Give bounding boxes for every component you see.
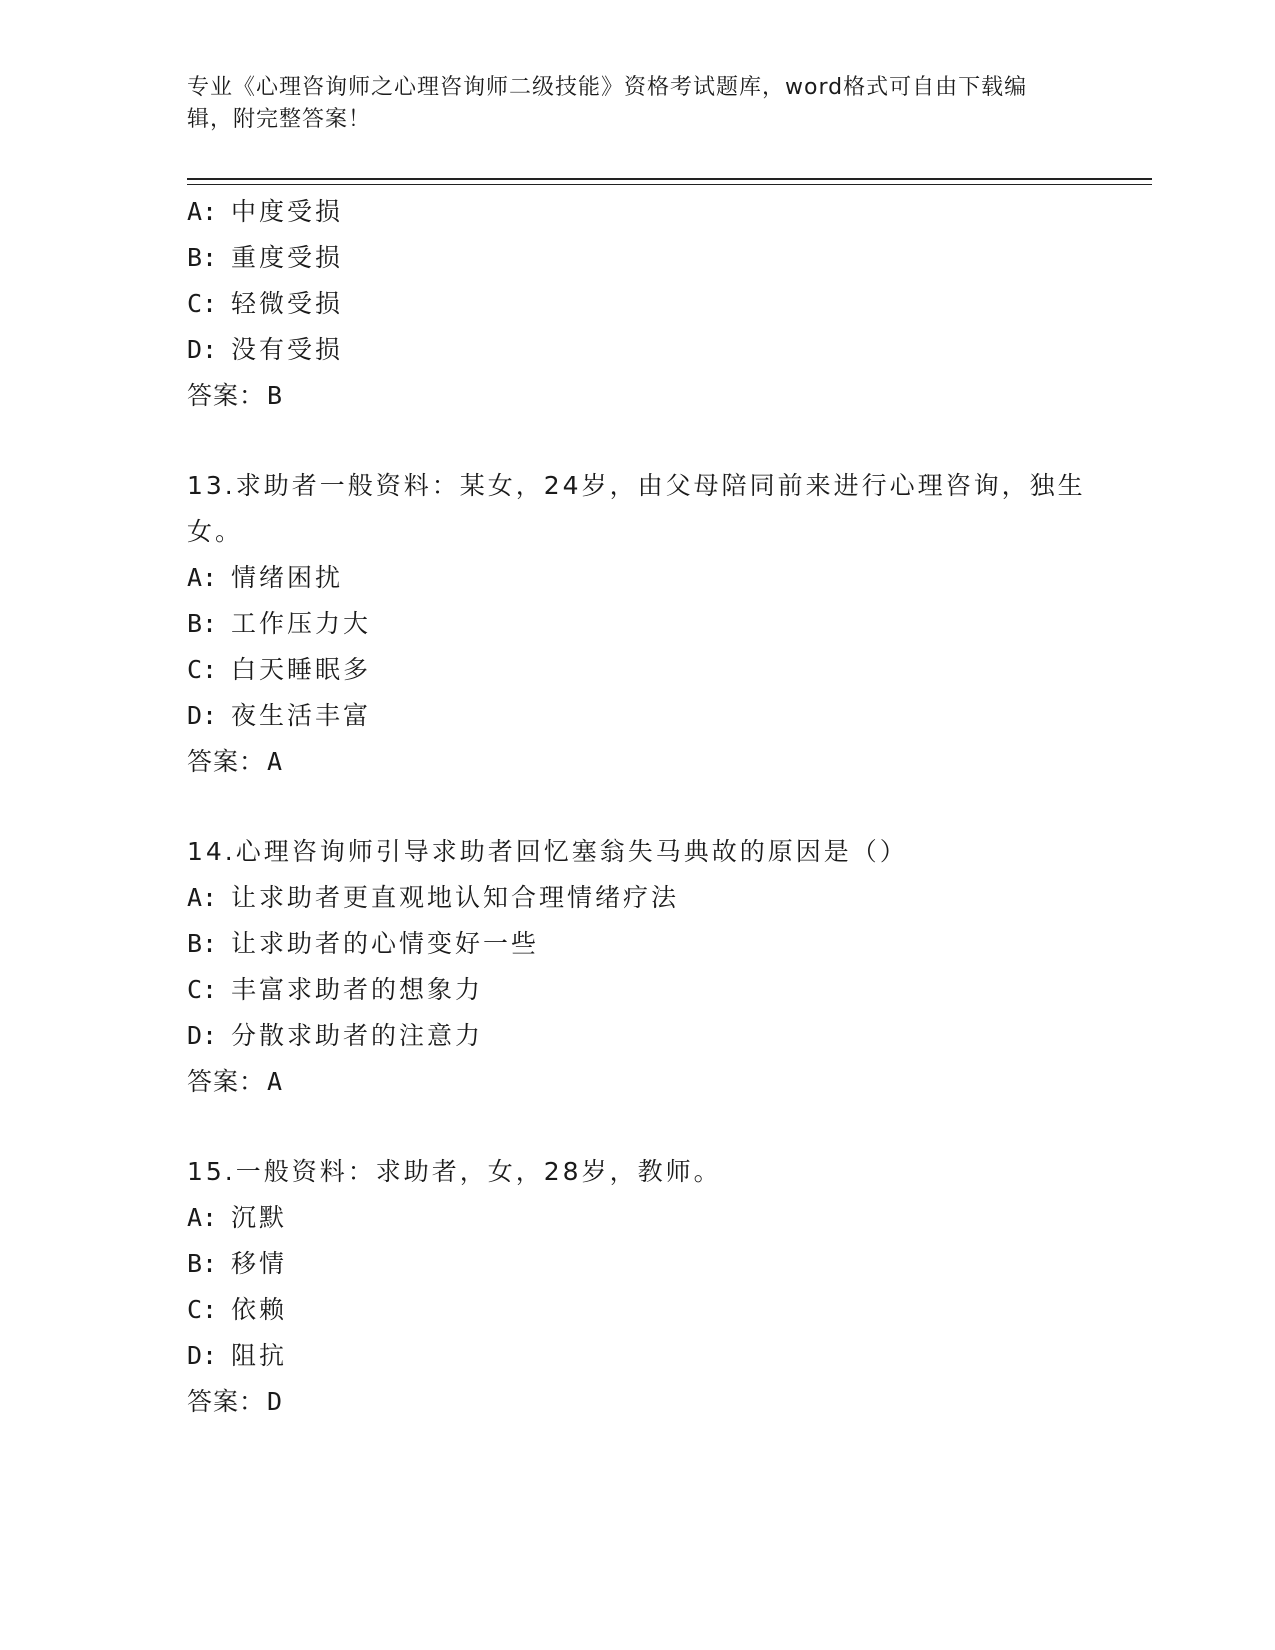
option-b: B: 重度受损 — [187, 243, 344, 272]
option-d: D: 分散求助者的注意力 — [187, 1021, 484, 1050]
option-d: D: 没有受损 — [187, 335, 344, 364]
option-c: C: 依赖 — [187, 1295, 288, 1324]
option-a: A: 沉默 — [187, 1203, 288, 1232]
question-stem: 14.心理咨询师引导求助者回忆塞翁失马典故的原因是（） — [187, 837, 908, 866]
option-b: B: 工作压力大 — [187, 609, 372, 638]
answer-line: 答案：A — [187, 747, 284, 776]
option-b: B: 移情 — [187, 1249, 288, 1278]
answer-line: 答案：B — [187, 381, 284, 410]
option-a: A: 让求助者更直观地认知合理情绪疗法 — [187, 883, 680, 912]
header-divider-thick — [187, 178, 1152, 180]
spacer — [187, 419, 1087, 463]
option-d: D: 夜生活丰富 — [187, 701, 372, 730]
answer-line: 答案：A — [187, 1067, 284, 1096]
question-block-13 — [187, 463, 1087, 785]
option-c: C: 丰富求助者的想象力 — [187, 975, 484, 1004]
option-d: D: 阻抗 — [187, 1341, 288, 1370]
option-a: A: 中度受损 — [187, 197, 344, 226]
document-header: 专业《心理咨询师之心理咨询师二级技能》资格考试题库，word格式可自由下载编辑，附完整答案！ — [187, 75, 1028, 132]
option-b: B: 让求助者的心情变好一些 — [187, 929, 540, 958]
question-block-14 — [187, 829, 1087, 1105]
answer-line: 答案：D — [187, 1387, 284, 1416]
question-list — [187, 189, 1087, 1425]
spacer — [187, 785, 1087, 829]
spacer — [187, 1105, 1087, 1149]
option-c: C: 白天睡眠多 — [187, 655, 372, 684]
option-a: A: 情绪困扰 — [187, 563, 344, 592]
question-stem: 13.求助者一般资料：某女，24岁，由父母陪同前来进行心理咨询，独生女。 — [187, 471, 1086, 546]
question-block-15 — [187, 1149, 1087, 1425]
question-stem: 15.一般资料：求助者，女，28岁，教师。 — [187, 1157, 722, 1186]
option-c: C: 轻微受损 — [187, 289, 344, 318]
question-block-partial — [187, 189, 1087, 419]
header-divider-thin — [187, 184, 1152, 185]
